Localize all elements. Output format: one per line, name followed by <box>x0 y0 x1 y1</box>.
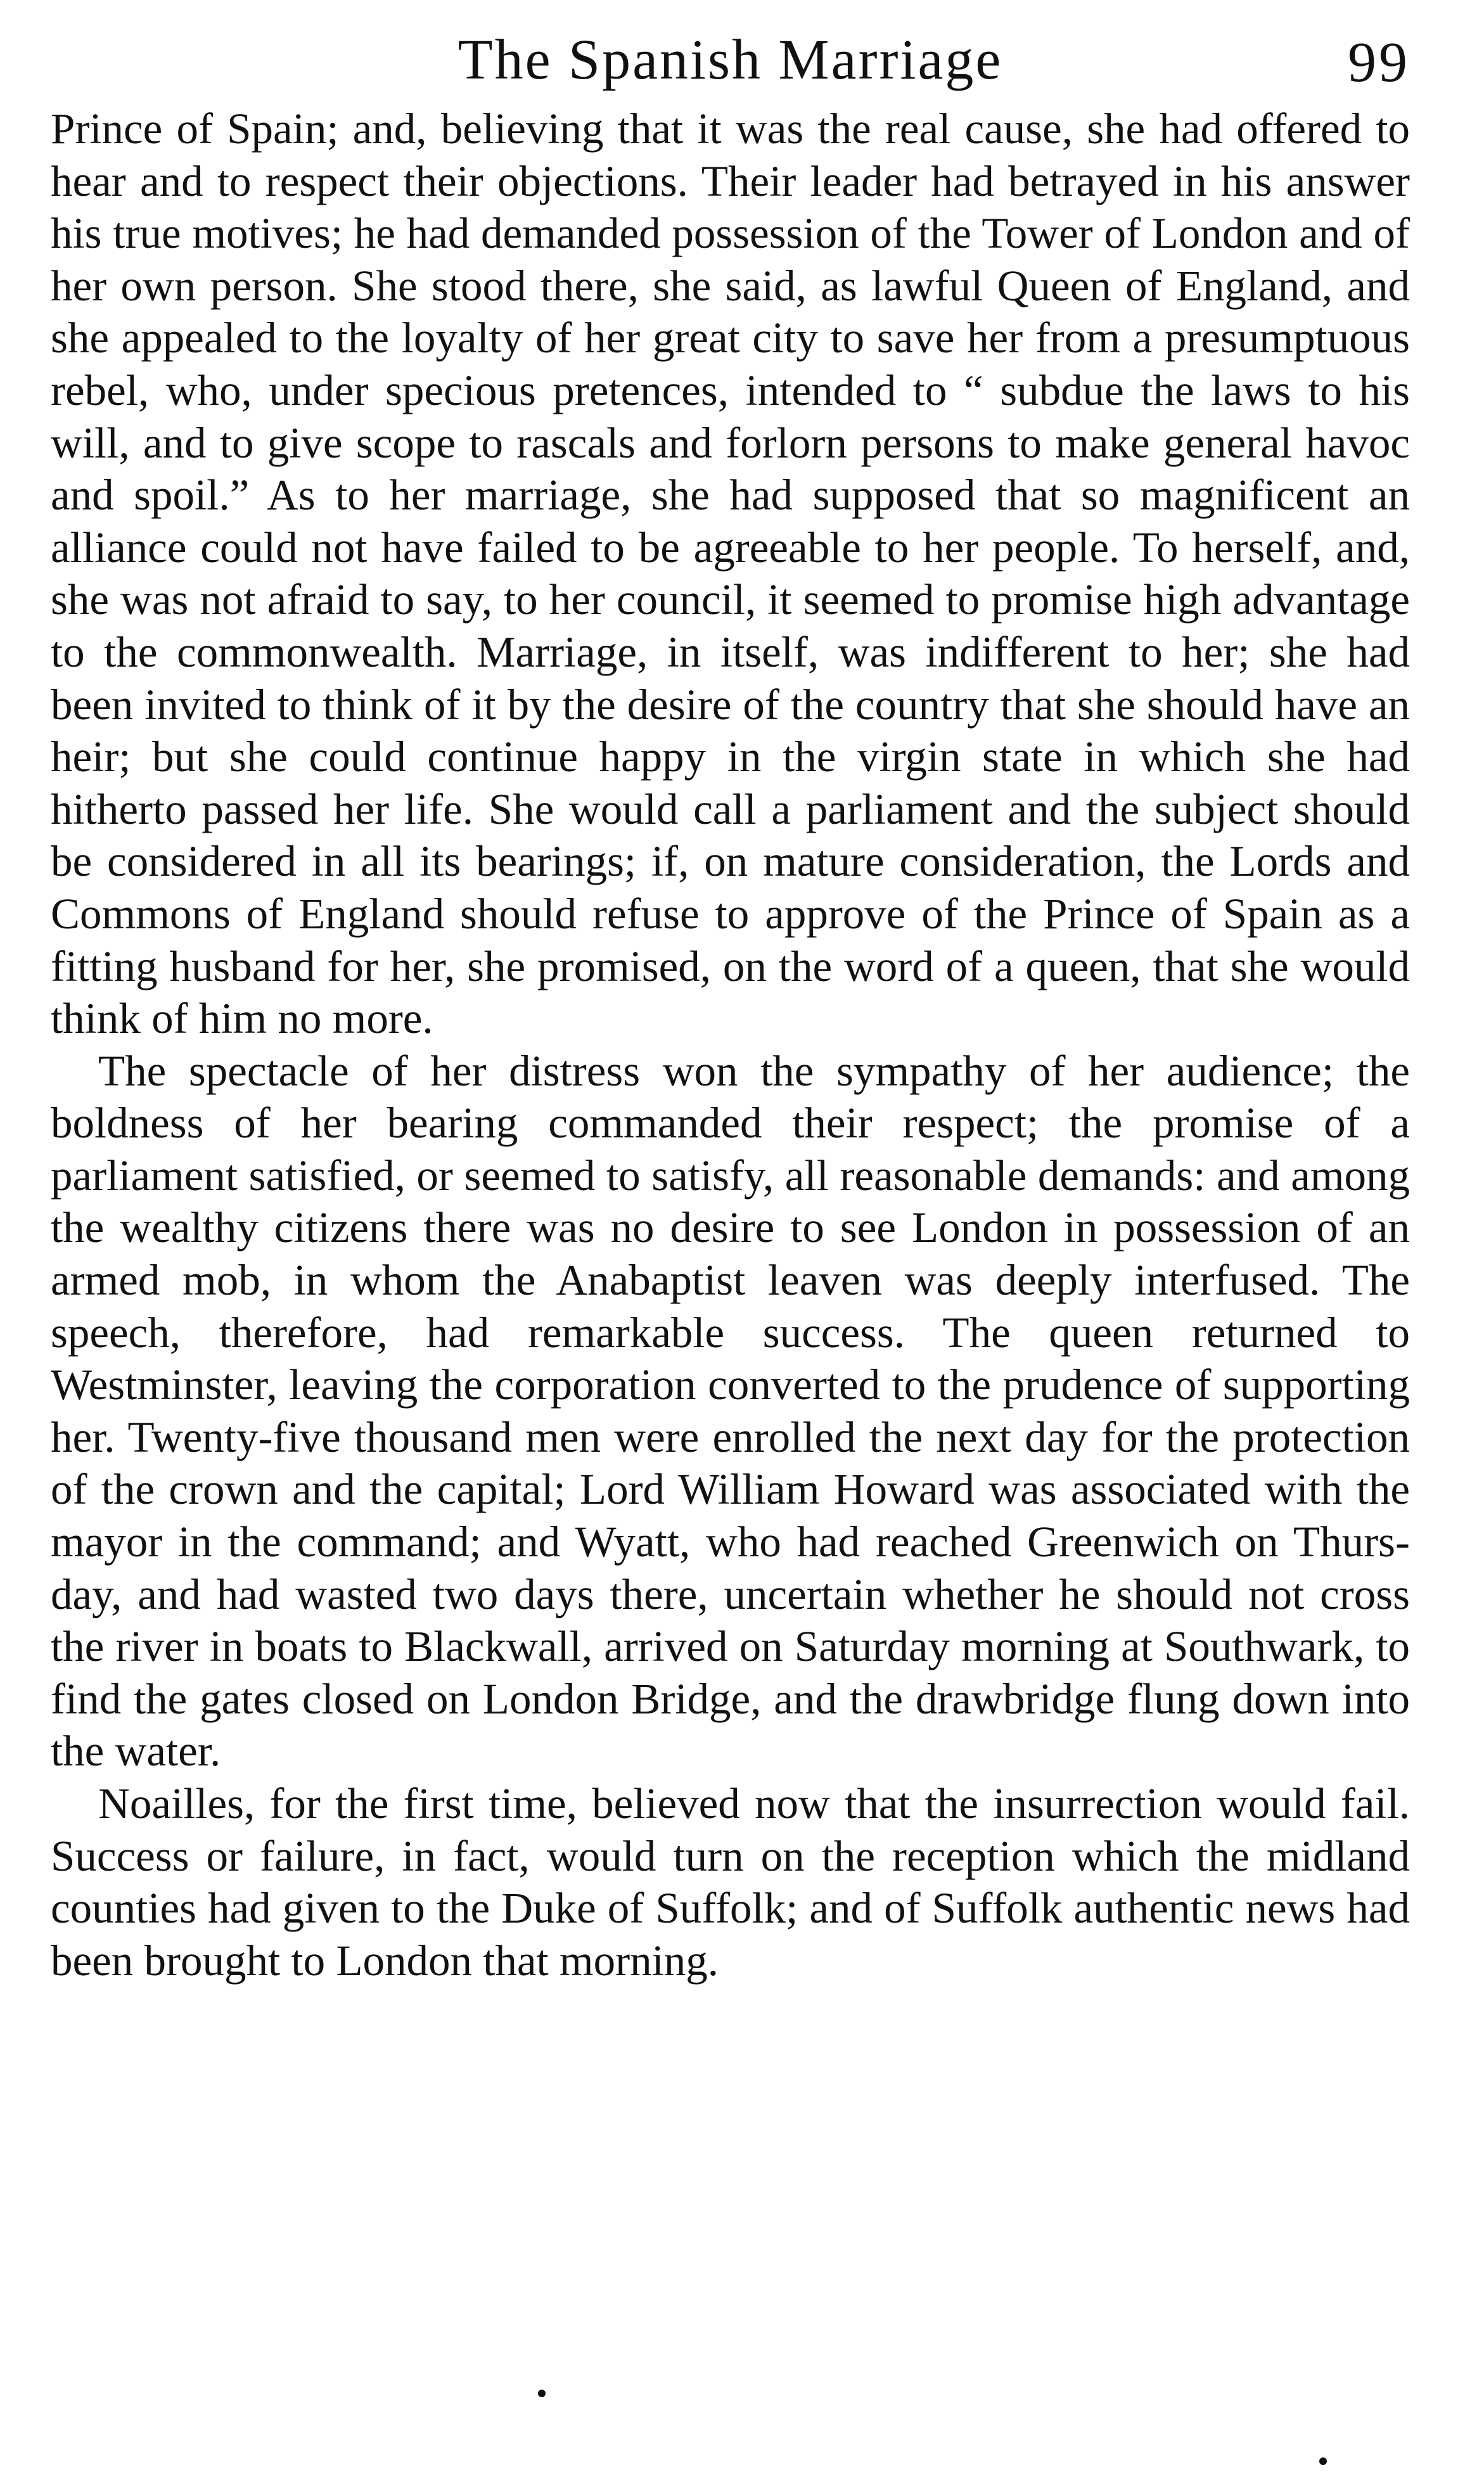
paragraph-2: The spectacle of her distress won the sympathy of her audience; the boldness of her bearing commanded their respect; the promise of a parliament satisfied, or seemed to satisfy, all reasonable demands: and among the wealthy citizens there was no desire to see London in possession of an armed mob, in whom the Anabaptist leaven was deeply interfused. The speech, therefore, had remarkable success. The queen returned to Westminster, leaving the corporation converted to the prudence of supporting her. Twenty-five thousand men were enrolled the next day for the protection of the crown and the capital; Lord William Howard was associated with the mayor in the command; and Wyatt, who had reached Greenwich on Thursday, and had wasted two days there, uncertain whether he should not cross the river in boats to Blackwall, arrived on Saturday morning at Southwark, to find the gates closed on London Bridge, and the drawbridge flung down into the water. <box>51 1046 1410 1776</box>
running-title: The Spanish Marriage <box>457 29 1003 91</box>
running-head <box>51 25 1410 101</box>
body-text <box>51 103 1410 1987</box>
page-number: 99 <box>1348 31 1410 94</box>
print-speck <box>538 2390 546 2397</box>
book-page <box>51 25 1410 1987</box>
print-speck <box>1319 2457 1327 2465</box>
paragraph-3: Noailles, for the first time, believed now that the insurrection would fail. Success or failure, in fact, would turn on the reception which the midland counties had given to the Duke of Suffolk; and of Suffolk authentic news had been brought to London that morning. <box>51 1779 1410 1985</box>
paragraph-1: Prince of Spain; and, believing that it was the real cause, she had offered to hear and to respect their objections. Their leader had betrayed in his answer his true motives; he had demanded possession of the Tower of London and of her own person. She stood there, she said, as lawful Queen of England, and she appealed to the loyalty of her great city to save her from a presumptuous rebel, who, under specious pretences, intended to “ subdue the laws to his will, and to give scope to rascals and forlorn persons to make general havoc and spoil.” As to her marriage, she had supposed that so magnificent an alliance could not have failed to be agreeable to her people. To herself, and, she was not afraid to say, to her council, it seemed to promise high advantage to the commonwealth. Marriage, in itself, was indifferent to her; she had been invited to think of it by the desire of the country that she should have an heir; but she could continue happy in the virgin state in which she had hitherto passed her life. She would call a parliament and the subject should be considered in all its bearings; if, on mature consideration, the Lords and Commons of England should refuse to approve of the Prince of Spain as a fitting husband for her, she promised, on the word of a queen, that she would think of him no more. <box>51 105 1410 1043</box>
